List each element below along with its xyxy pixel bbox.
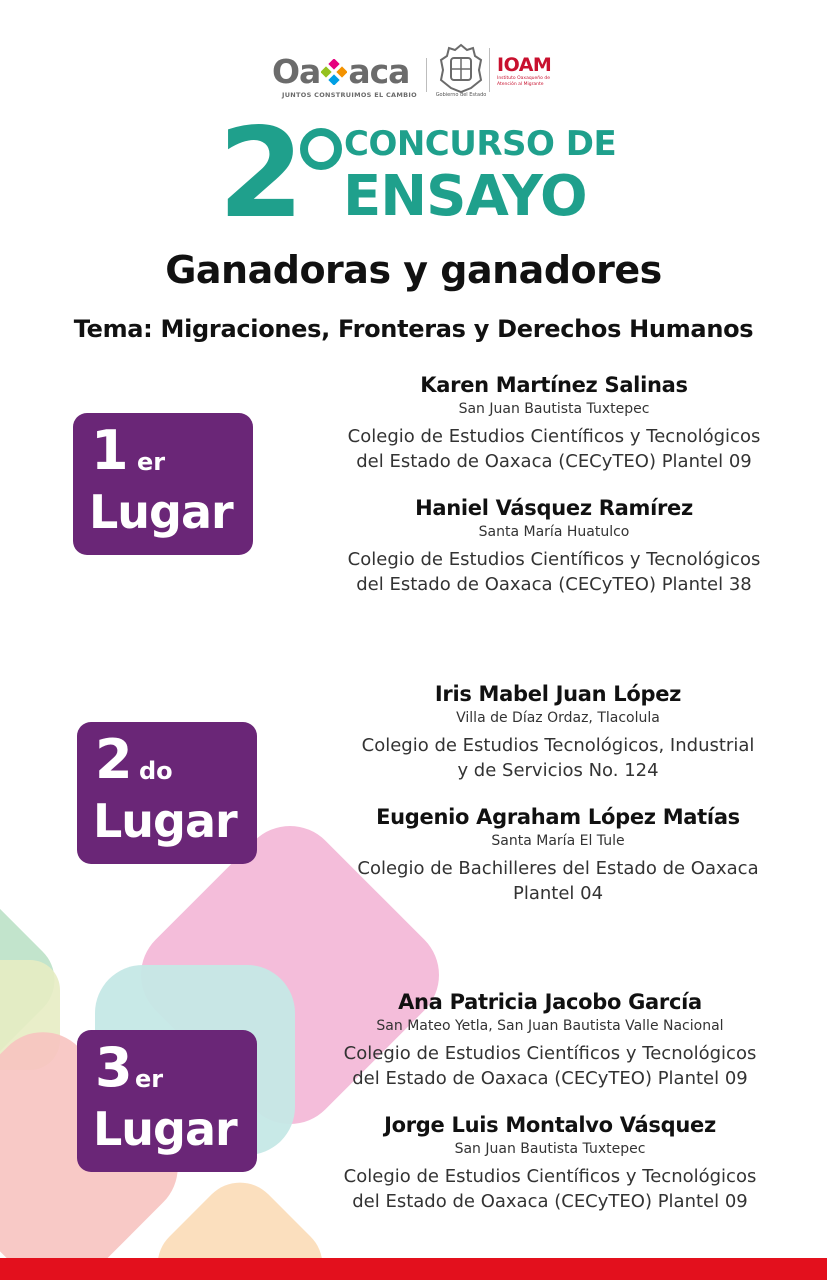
- oaxaca-gem-icon: [321, 59, 347, 85]
- school-line-1: Colegio de Estudios Científicos y Tecnológicos: [343, 1166, 757, 1187]
- school-line-1: Colegio de Estudios Tecnológicos, Industrial: [361, 735, 755, 756]
- winner-entry: [344, 372, 764, 474]
- title-line-1: CONCURSO DE: [344, 124, 617, 164]
- winner-location: San Juan Bautista Tuxtepec: [458, 401, 650, 417]
- winner-location: Santa María Huatulco: [478, 524, 630, 540]
- ioam-logo: [497, 55, 557, 87]
- oaxaca-logo: [272, 54, 417, 100]
- first-place-badge: [73, 413, 253, 555]
- winner-school: [348, 733, 768, 783]
- essay-theme: Tema: Migraciones, Fronteras y Derechos Humanos: [73, 315, 754, 343]
- winner-location: San Juan Bautista Tuxtepec: [454, 1141, 646, 1157]
- ioam-name: IOAM: [497, 54, 552, 76]
- winner-name: Haniel Vásquez Ramírez: [415, 496, 693, 520]
- oaxaca-logo-text-left: Oa: [272, 52, 321, 91]
- school-line-2: del Estado de Oaxaca (CECyTEO) Plantel 09: [356, 451, 752, 472]
- school-line-2: y de Servicios No. 124: [457, 760, 659, 781]
- place-number: 1: [91, 419, 127, 482]
- place-word: Lugar: [93, 794, 237, 848]
- state-seal-icon: [437, 42, 485, 94]
- winner-school: [348, 856, 768, 906]
- winner-school: [340, 1041, 760, 1091]
- winner-entry: [344, 495, 764, 597]
- school-line-2: del Estado de Oaxaca (CECyTEO) Plantel 09: [352, 1191, 748, 1212]
- winner-entry: [340, 1112, 760, 1214]
- winner-school: [340, 1164, 760, 1214]
- place-word: Lugar: [93, 1102, 237, 1156]
- school-line-1: Colegio de Estudios Científicos y Tecnológicos: [347, 426, 761, 447]
- winner-name: Karen Martínez Salinas: [420, 373, 688, 397]
- ordinal-degree-mark: [300, 128, 342, 170]
- title-line-2: ENSAYO: [343, 164, 587, 229]
- header-divider-2: [489, 48, 490, 92]
- third-place-badge: [77, 1030, 257, 1172]
- winner-name: Ana Patricia Jacobo García: [398, 990, 702, 1014]
- seal-caption: Gobierno del Estado: [435, 92, 487, 98]
- winner-entry: [348, 681, 768, 783]
- winner-name: Iris Mabel Juan López: [434, 682, 682, 706]
- school-line-1: Colegio de Bachilleres del Estado de Oaxaca: [357, 858, 759, 879]
- winner-location: San Mateo Yetla, San Juan Bautista Valle Nacional: [376, 1018, 724, 1034]
- contest-number: 2: [218, 102, 301, 246]
- place-suffix: er: [135, 1065, 164, 1093]
- page-subtitle: Ganadoras y ganadores: [165, 248, 662, 292]
- school-line-1: Colegio de Estudios Científicos y Tecnológicos: [347, 549, 761, 570]
- bottom-red-bar: [0, 1258, 827, 1280]
- winner-entry: [340, 989, 760, 1091]
- winner-name: Eugenio Agraham López Matías: [376, 805, 740, 829]
- oaxaca-tagline: JUNTOS CONSTRUIMOS EL CAMBIO: [282, 91, 417, 99]
- school-line-2: del Estado de Oaxaca (CECyTEO) Plantel 09: [352, 1068, 748, 1089]
- place-word: Lugar: [89, 485, 233, 539]
- winner-entry: [348, 804, 768, 906]
- place-suffix: er: [137, 448, 166, 476]
- second-place-badge: [77, 722, 257, 864]
- school-line-2: del Estado de Oaxaca (CECyTEO) Plantel 38: [356, 574, 752, 595]
- header-divider-1: [426, 58, 427, 92]
- place-number: 2: [95, 728, 131, 791]
- winner-school: [344, 547, 764, 597]
- winner-location: Villa de Díaz Ordaz, Tlacolula: [456, 710, 660, 726]
- school-line-1: Colegio de Estudios Científicos y Tecnológicos: [343, 1043, 757, 1064]
- ioam-subtitle: Instituto Oaxaqueño de Atención al Migrante: [497, 76, 550, 87]
- winner-name: Jorge Luis Montalvo Vásquez: [384, 1113, 716, 1137]
- place-suffix: do: [139, 757, 173, 785]
- winner-location: Santa María El Tule: [491, 833, 625, 849]
- winner-school: [344, 424, 764, 474]
- oaxaca-logo-text-right: aca: [348, 52, 410, 91]
- school-line-2: Plantel 04: [512, 883, 604, 904]
- place-number: 3: [95, 1036, 131, 1099]
